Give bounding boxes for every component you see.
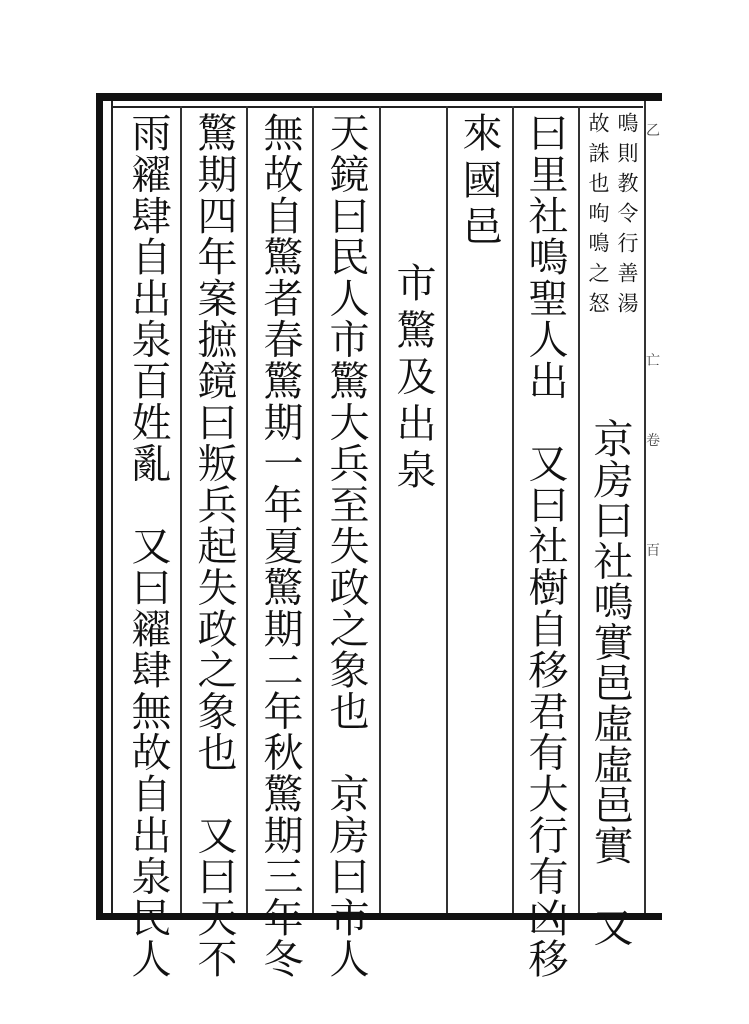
margin-mark: 乙 [646, 123, 660, 139]
frame-left-border [96, 93, 103, 920]
margin-mark: 卷 [646, 433, 660, 449]
frame-inner-left-rule [111, 101, 113, 913]
column-rule [246, 106, 248, 913]
right-margin-rule [644, 101, 646, 913]
column-rule [578, 106, 580, 913]
text-column: 天鏡曰民人市驚大兵至失政之象也 京房曰市人 [323, 112, 369, 980]
column-rule [180, 106, 182, 913]
frame-top-border [96, 93, 662, 101]
column-rule [379, 106, 381, 913]
margin-mark: 百 [646, 543, 660, 559]
text-column: 驚期四年案摭鏡曰叛兵起失政之象也 又曰天不 [191, 112, 237, 980]
text-column: 雨糴肆自出泉百姓亂 又曰糴肆無故自出泉民人 [125, 112, 171, 980]
annotation-column: 鳴則教令行善湯 [615, 112, 639, 322]
column-rule [446, 106, 448, 913]
right-margin-strip [643, 101, 663, 913]
text-column: 曰里社鳴聖人出 又曰社樹自移君有大行有凶移 [522, 112, 568, 980]
section-heading: 市驚及出泉 [390, 262, 436, 496]
frame-bottom-border [96, 913, 662, 920]
annotation-column: 故誅也呴鳴之怒 [586, 112, 610, 322]
text-column: 無故自驚者春驚期一年夏驚期二年秋驚期三年冬 [257, 112, 303, 980]
column-rule [512, 106, 514, 913]
column-rule [312, 106, 314, 913]
margin-mark: 亡 [646, 353, 660, 369]
text-column: 京房曰社鳴實邑虛虛邑實 又 [587, 418, 633, 948]
text-column: 來國邑 [456, 112, 502, 253]
